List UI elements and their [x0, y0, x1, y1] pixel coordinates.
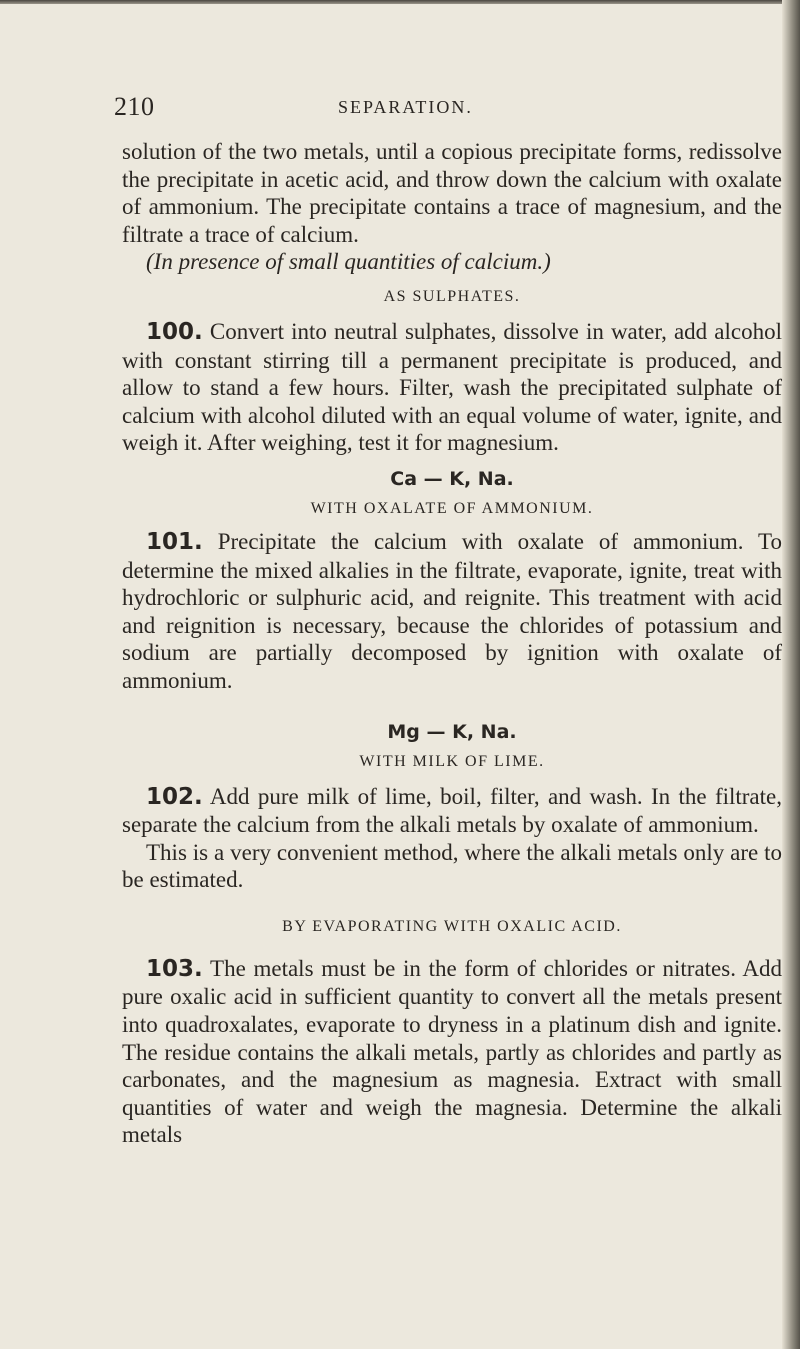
section-102-paragraph [122, 783, 782, 839]
running-head: SEPARATION. [338, 97, 473, 117]
section-102-extra: This is a very convenient method, where the alkali metals only are to be estimated. [122, 839, 782, 893]
section-102-number: 102. [146, 783, 203, 810]
body-text [122, 138, 782, 1149]
section-103-paragraph [122, 955, 782, 1149]
section-103-number: 103. [146, 955, 203, 982]
italic-note: (In presence of small quantities of calcium.) [146, 249, 551, 275]
section-100-heading: AS SULPHATES. [383, 287, 521, 305]
page-number: 210 [114, 92, 155, 121]
section-100-number: 100. [146, 318, 203, 345]
section-103-heading: BY EVAPORATING WITH OXALIC ACID. [282, 917, 622, 935]
section-103-text: The metals must be in the form of chlorides or nitrates. Add pure oxalic acid in sufficient quantity to convert all the metals present into quadroxalates, evaporate to dryness in a platinum dish and ignite. The residue contains the alkali metals, partly as chlorides and partly as carbonates, and the magnesium as magnesia. Extract with small quantities of water and weigh the magnesia. Determine the alkali metals [122, 955, 782, 1148]
section-100-paragraph [122, 318, 782, 457]
section-101-paragraph [122, 528, 782, 695]
section-102-heading: WITH MILK OF LIME. [359, 752, 545, 770]
opening-paragraph: solution of the two metals, until a copious precipitate forms, redissolve the precipitate in acetic acid, and throw down the calcium with oxalate of ammonium. The precipitate contains a trace of magnesium, and the filtrate a trace of calcium. [122, 139, 782, 247]
section-102-formula: Mg — K, Na. [387, 720, 517, 743]
section-101-formula: Ca — K, Na. [390, 467, 514, 490]
section-101-heading: WITH OXALATE OF AMMONIUM. [310, 499, 594, 517]
section-101-text: Precipitate the calcium with oxalate of ammonium. To determine the mixed alkalies in the filtrate, evaporate, ignite, treat with hydrochloric or sulphuric acid, and reignite. This treatment with acid and reignition is necessary, because the chlorides of potassium and sodium are partially decomposed by ignition with oxalate of ammonium. [122, 528, 782, 693]
page-edge-shadow [782, 0, 800, 1349]
section-101-number: 101. [146, 528, 203, 555]
section-100-text: Convert into neutral sulphates, dissolve in water, add alcohol with constant stirring till a permanent precipitate is produced, and allow to stand a few hours. Filter, wash the precipitated sulphate of calcium with alcohol diluted with an equal volume of water, ignite, and weigh it. After weighing, test it for magnesium. [122, 318, 782, 456]
section-102-text: Add pure milk of lime, boil, filter, and wash. In the filtrate, separate the calcium from the alkali metals by oxalate of ammonium. [122, 783, 782, 838]
